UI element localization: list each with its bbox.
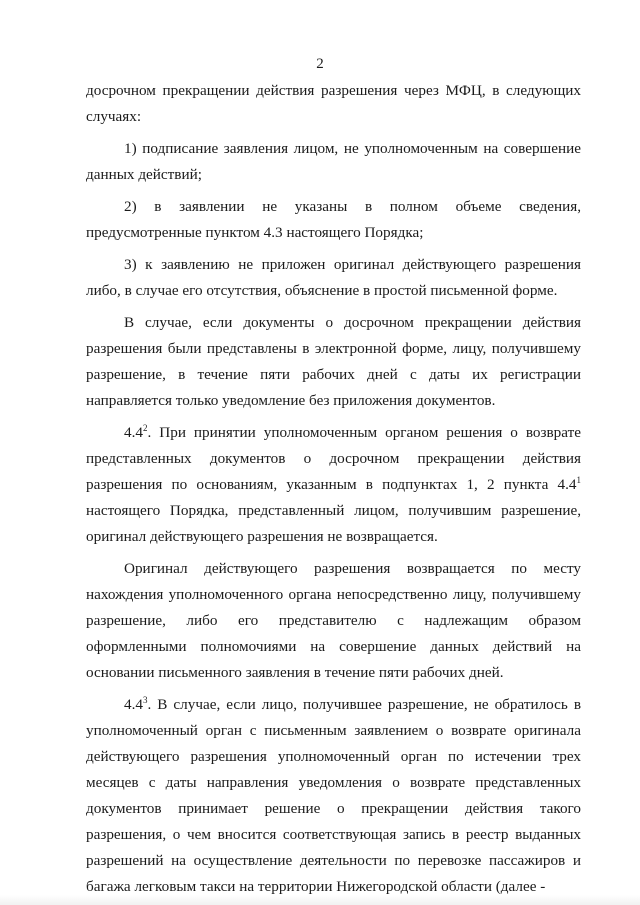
page-number: 2	[316, 56, 324, 72]
clause-number: 4.4	[124, 696, 143, 713]
document-body	[86, 78, 581, 900]
reference-superscript: 1	[576, 475, 581, 485]
clause-superscript: 3	[142, 695, 148, 705]
paragraph-item-3: 3) к заявлению не приложен оригинал действующего разрешения либо, в случае его отсутствия, объяснение в простой письменной форме.	[86, 256, 581, 299]
paragraph-4-4-2	[86, 420, 581, 550]
clause-text: . В случае, если лицо, получившее разрешение, не обратилось в уполномоченный орган с письменным заявлением о возврате оригинала действующего разрешения уполномоченный орган по истечении трех месяцев с даты направления уведомления о возврате представленных документов принимает решение о прекращении действия такого разрешения, о чем вносится соответствующая запись в реестр выданных разрешений на осуществление деятельности по перевозке пассажиров и багажа легковым такси на территории Нижегородской области (далее -	[86, 696, 581, 895]
clause-text-part-2: настоящего Порядка, представленный лицом, получившим разрешение, оригинал действующего разрешения не возвращается.	[86, 502, 581, 545]
clause-number: 4.4	[124, 424, 143, 441]
clause-text-part-1: . При принятии уполномоченным органом решения о возврате представленных документов о досрочном прекращении действия разрешения по основаниям, указанным в подпунктах 1, 2 пункта 4.4	[86, 424, 581, 493]
scan-bottom-edge	[0, 895, 640, 905]
paragraph-electronic-form: В случае, если документы о досрочном прекращении действия разрешения были представлены в электронной форме, лицу, получившему разрешение, в течение пяти рабочих дней с даты их регистрации направляется только уведомление без приложения документов.	[86, 314, 581, 409]
paragraph-continuation: досрочном прекращении действия разрешения через МФЦ, в следующих случаях:	[86, 82, 581, 125]
paragraph-original-return: Оригинал действующего разрешения возвращается по месту нахождения уполномоченного органа непосредственно лицу, получившему разрешение, либо его представителю с надлежащим образом оформленными полномочиями на совершение данных действий на основании письменного заявления в течение пяти рабочих дней.	[86, 560, 581, 681]
clause-superscript: 2	[142, 423, 148, 433]
paragraph-item-1: 1) подписание заявления лицом, не уполномоченным на совершение данных действий;	[86, 140, 581, 183]
paragraph-4-4-3	[86, 692, 581, 900]
paragraph-item-2: 2) в заявлении не указаны в полном объеме сведения, предусмотренные пунктом 4.3 настоящего Порядка;	[86, 198, 581, 241]
